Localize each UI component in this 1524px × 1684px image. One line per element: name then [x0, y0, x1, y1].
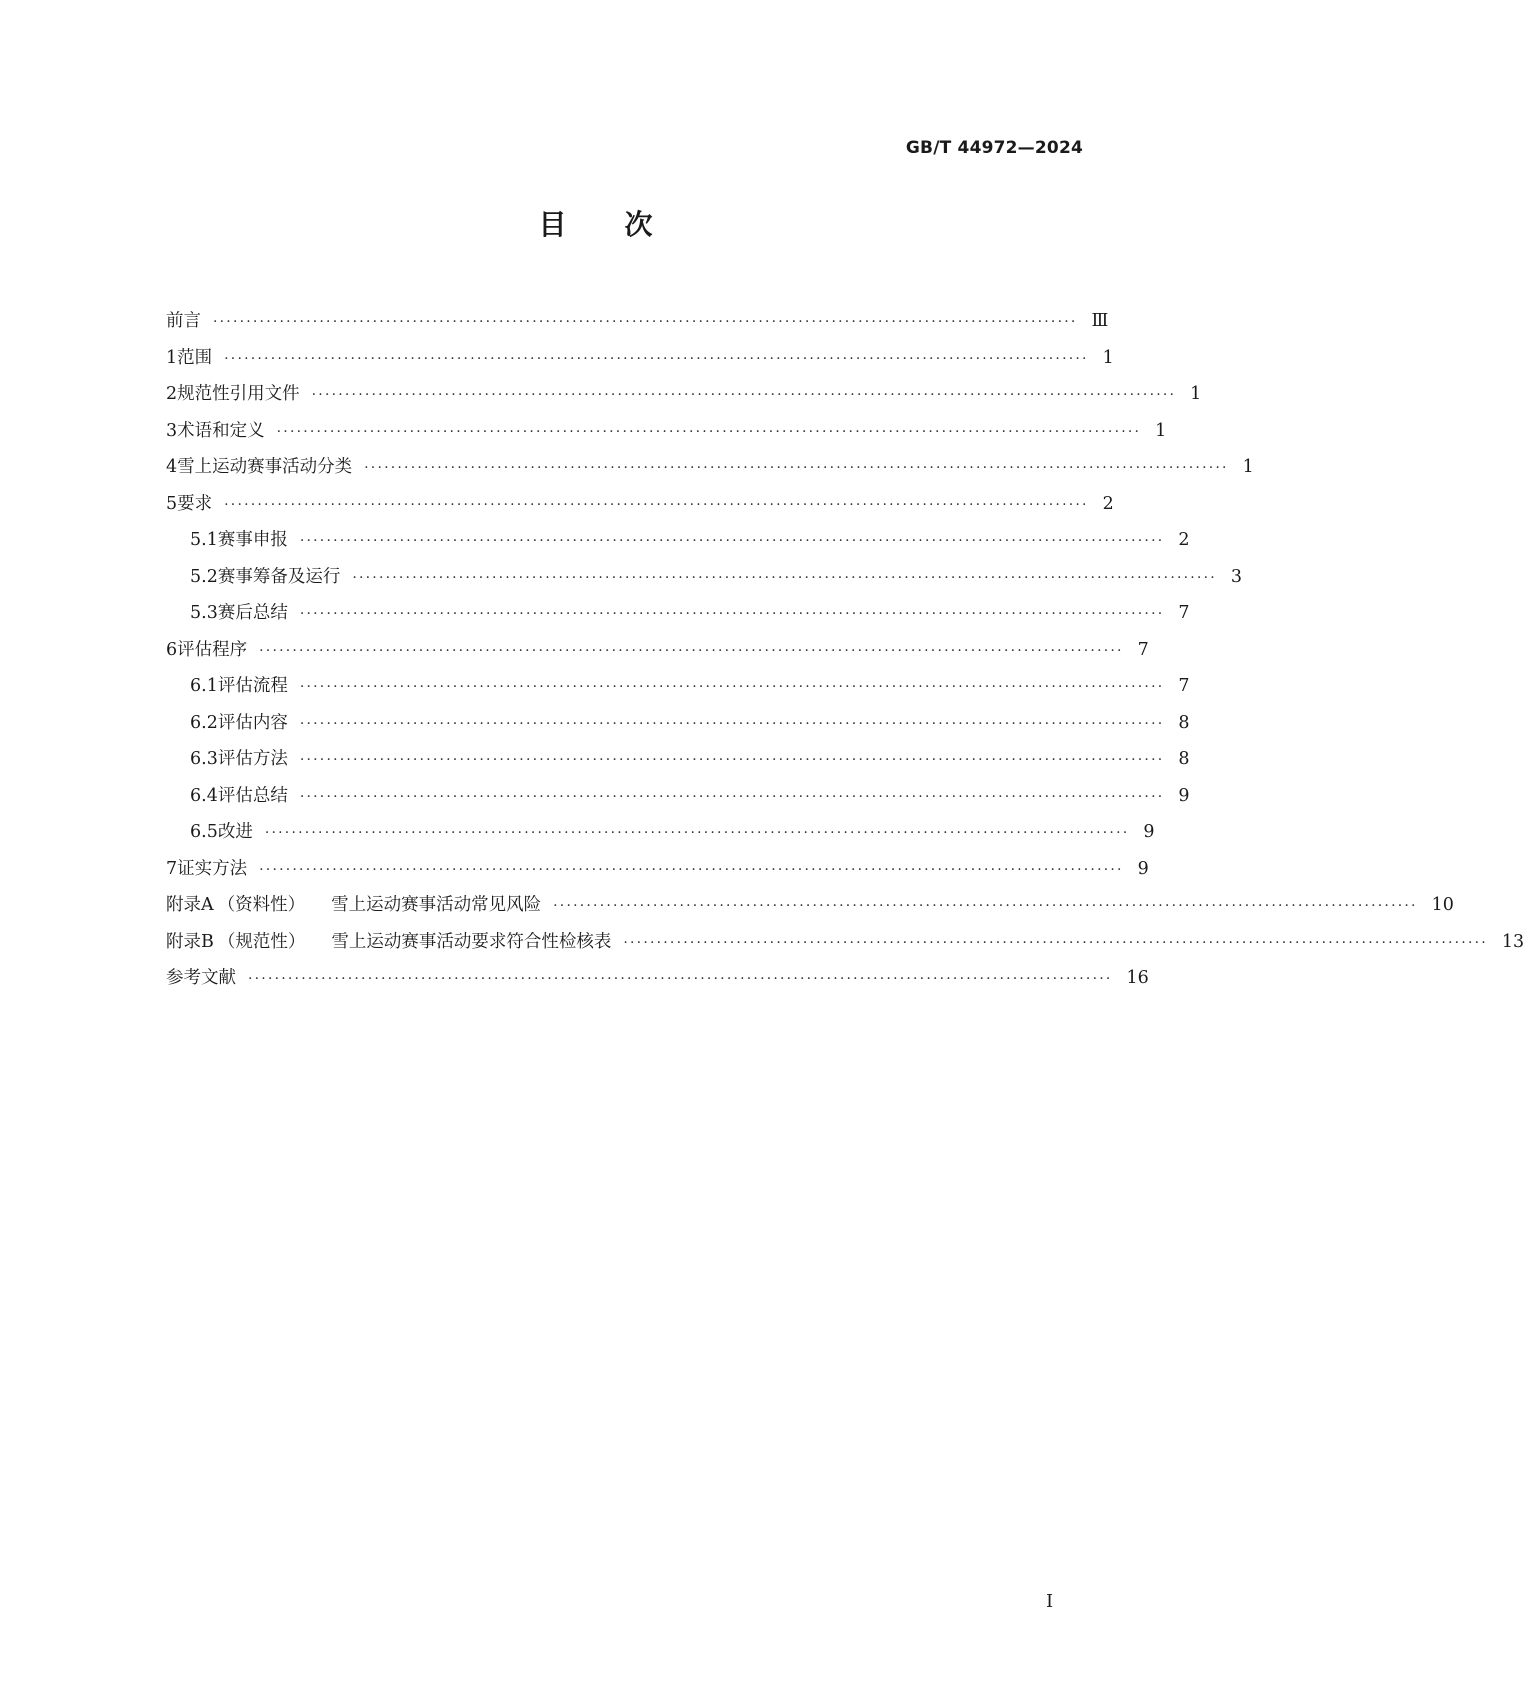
toc-entry-text: 评估内容 [217, 712, 288, 733]
toc-page-number: 3 [1230, 566, 1243, 587]
toc-subentry[interactable] [166, 814, 1155, 851]
toc-appendix-label: 附录A [166, 895, 214, 915]
toc-entry[interactable] [166, 960, 1149, 997]
toc-entry[interactable] [166, 413, 1167, 450]
toc-page-number: 8 [1178, 712, 1190, 733]
toc-dot-leader: ·································································································································· [553, 898, 1418, 914]
toc-entry-number: 1 [166, 347, 178, 368]
toc-entry-text: 评估流程 [217, 676, 288, 696]
toc-dot-leader: ·································································································································· [213, 314, 1078, 330]
toc-entry-number: 2 [166, 384, 178, 404]
toc-entry-text: 赛后总结 [217, 603, 288, 623]
toc-entry-number: 6.5 [190, 822, 218, 842]
toc-dot-leader: ·································································································································· [352, 569, 1217, 586]
toc-subentry[interactable] [166, 559, 1243, 596]
toc-appendix-kind: （规范性） [217, 931, 306, 952]
toc-page-number: 1 [1242, 457, 1254, 477]
toc-page-number: 9 [1137, 858, 1149, 879]
page-title: 目次 [538, 208, 711, 241]
toc-subentry[interactable] [166, 522, 1190, 559]
toc-dot-leader: ·································································································································· [248, 971, 1113, 987]
toc-entry-text: 前言 [166, 311, 201, 331]
toc-page-number: 1 [1190, 384, 1202, 404]
toc-entry[interactable] [166, 340, 1114, 377]
toc-entry-number: 6.2 [190, 712, 218, 733]
toc-appendix-entry[interactable] [166, 887, 1454, 924]
toc-entry-text: 参考文献 [166, 968, 236, 988]
toc-entry-text: 要求 [177, 493, 213, 514]
toc-entry-number: 5.3 [190, 603, 218, 623]
toc-entry-text: 范围 [177, 347, 213, 368]
page-number: I [1046, 1591, 1054, 1612]
toc-dot-leader: ·································································································································· [299, 606, 1165, 622]
toc-dot-leader: ·································································································································· [224, 350, 1089, 367]
toc-appendix-kind: （资料性） [217, 895, 306, 915]
toc-subentry[interactable] [166, 595, 1190, 632]
toc-dot-leader: ·································································································································· [299, 679, 1165, 695]
toc-entry[interactable] [166, 851, 1149, 888]
toc-subentry[interactable] [166, 668, 1190, 705]
toc-page-number: 1 [1102, 347, 1114, 368]
toc-subentry[interactable] [166, 705, 1190, 742]
toc-page-number: Ⅲ [1091, 311, 1109, 331]
toc-page-number: 16 [1126, 968, 1149, 988]
toc-entry-number: 4 [166, 457, 178, 477]
toc-entry-text: 规范性引用文件 [177, 384, 300, 404]
toc-entry[interactable] [166, 449, 1254, 486]
toc-dot-leader: ·································································································································· [224, 496, 1089, 513]
table-of-contents [166, 303, 1524, 997]
toc-dot-leader: ·································································································································· [264, 825, 1130, 841]
toc-page-number: 2 [1102, 493, 1114, 514]
toc-entry-number: 5.2 [190, 566, 218, 587]
toc-entry-text: 赛事申报 [217, 530, 288, 550]
toc-subentry[interactable] [166, 778, 1190, 815]
toc-entry-text: 术语和定义 [177, 420, 265, 441]
toc-entry-text: 证实方法 [177, 858, 248, 879]
toc-entry[interactable] [166, 486, 1114, 523]
toc-entry-number: 7 [166, 858, 178, 879]
toc-dot-leader: ·································································································································· [623, 934, 1488, 951]
toc-subentry[interactable] [166, 741, 1190, 778]
toc-appendix-entry[interactable] [166, 924, 1524, 961]
toc-entry-number: 5 [166, 493, 178, 514]
toc-entry-text: 雪上运动赛事活动要求符合性检核表 [331, 931, 612, 952]
toc-page-number: 2 [1178, 530, 1190, 550]
toc-dot-leader: ·································································································································· [311, 387, 1177, 403]
toc-dot-leader: ·································································································································· [299, 752, 1165, 768]
toc-page-number: 7 [1137, 639, 1149, 660]
toc-entry-text: 评估总结 [217, 785, 288, 806]
toc-dot-leader: ·································································································································· [259, 642, 1124, 659]
toc-entry[interactable] [166, 632, 1149, 669]
toc-page-number: 13 [1501, 931, 1524, 952]
toc-entry-number: 5.1 [190, 530, 218, 550]
standard-code: GB/T 44972—2024 [905, 138, 1083, 158]
toc-page-number: 9 [1143, 822, 1155, 842]
toc-entry-number: 6.1 [190, 676, 218, 696]
toc-entry-number: 6.4 [190, 785, 218, 806]
toc-dot-leader: ·································································································································· [299, 788, 1165, 805]
toc-entry[interactable] [166, 303, 1109, 340]
toc-entry-number: 6 [166, 639, 178, 660]
toc-dot-leader: ·································································································································· [259, 861, 1124, 878]
toc-dot-leader: ·································································································································· [364, 460, 1229, 476]
toc-page-number: 1 [1155, 420, 1167, 441]
toc-page-number: 7 [1178, 676, 1190, 696]
toc-dot-leader: ·································································································································· [299, 533, 1165, 549]
toc-entry-number: 6.3 [190, 749, 218, 769]
toc-dot-leader: ·································································································································· [299, 715, 1165, 732]
toc-entry-text: 雪上运动赛事活动常见风险 [331, 895, 542, 915]
toc-entry-text: 雪上运动赛事活动分类 [177, 457, 353, 477]
toc-entry-text: 赛事筹备及运行 [217, 566, 341, 587]
toc-entry-number: 3 [166, 420, 178, 441]
toc-page-number: 9 [1178, 785, 1190, 806]
toc-page-number: 10 [1431, 895, 1454, 915]
toc-appendix-label: 附录B [166, 931, 214, 952]
toc-entry-text: 评估方法 [217, 749, 288, 769]
toc-page-number: 7 [1178, 603, 1190, 623]
toc-dot-leader: ·································································································································· [276, 423, 1142, 440]
toc-entry[interactable] [166, 376, 1202, 413]
toc-page-number: 8 [1178, 749, 1190, 769]
toc-entry-text: 改进 [217, 822, 253, 842]
toc-entry-text: 评估程序 [177, 639, 248, 660]
